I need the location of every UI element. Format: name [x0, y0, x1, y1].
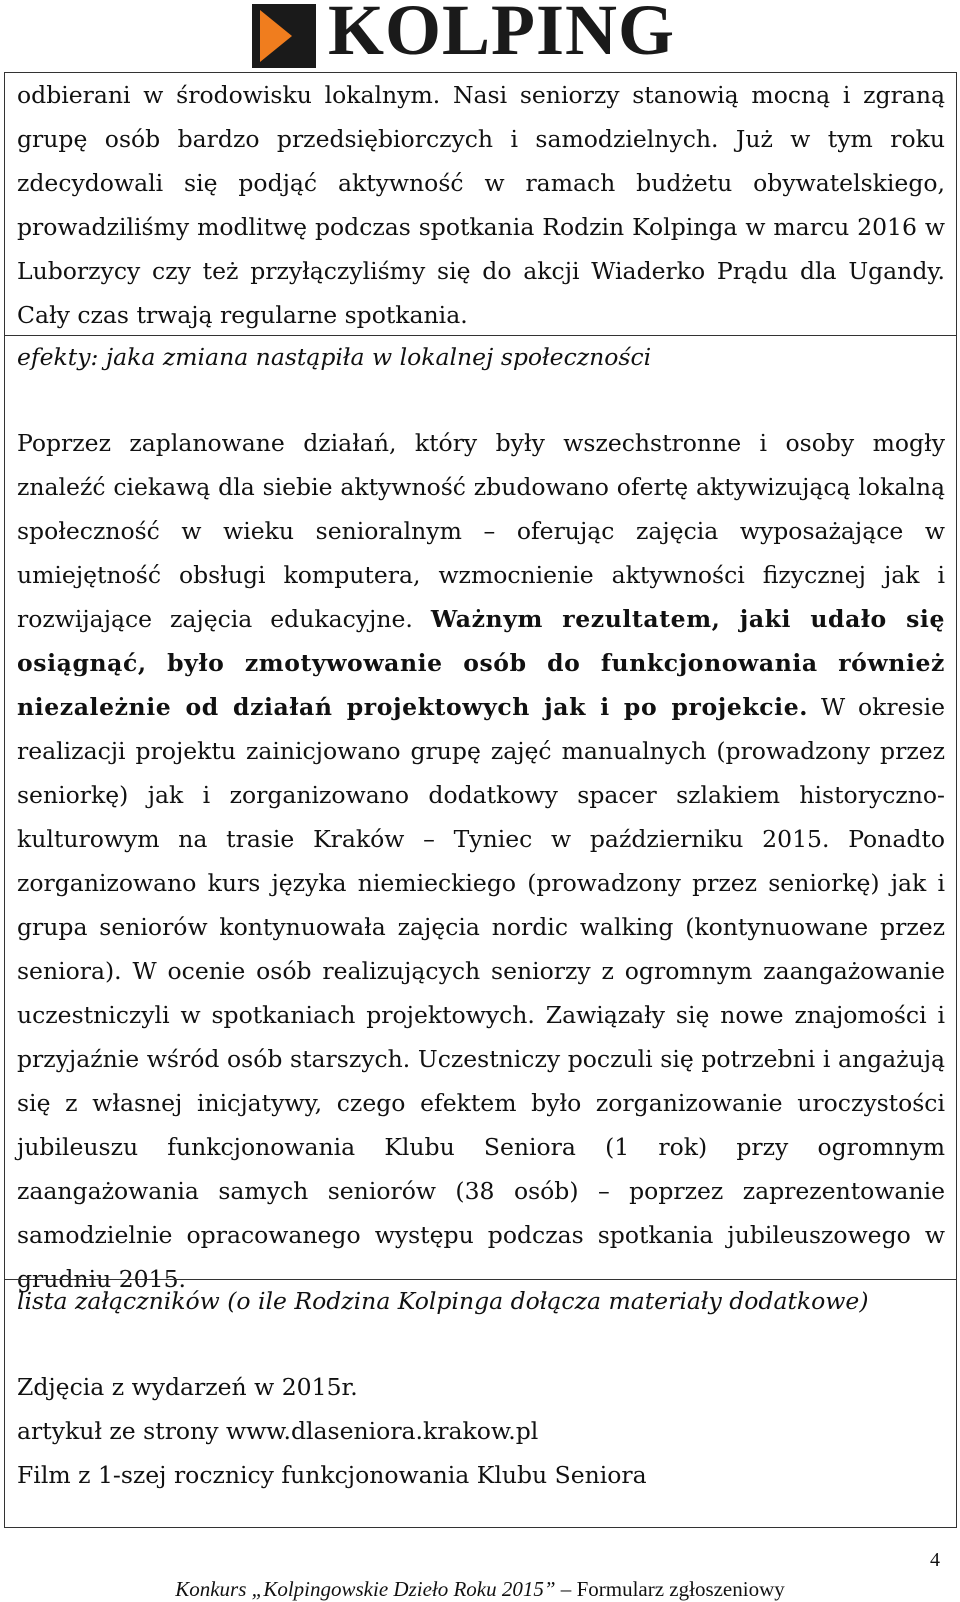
page-header: [0, 0, 960, 72]
kolping-logo: [252, 2, 722, 70]
attachments-label: lista załączników (o ile Rodzina Kolpinga dołącza materiały dodatkowe): [17, 1287, 869, 1315]
kolping-logo-mark-icon: [252, 4, 316, 68]
attachment-item: Film z 1-szej rocznicy funkcjonowania Klubu Seniora: [17, 1461, 647, 1489]
section-attachments: [5, 1279, 956, 1529]
form-table: [4, 72, 957, 1528]
footer-form-label: Formularz zgłoszeniowy: [576, 1577, 785, 1601]
section-effects: [5, 335, 956, 1293]
description-text: odbierani w środowisku lokalnym. Nasi seniorzy stanowią mocną i zgraną grupę osób bardzo przedsiębiorczych i samodzielnych. Już w tym roku zdecydowali się podjąć aktywność w ramach budżetu obywatelskiego, prowadziliśmy modlitwę podczas spotkania Rodzin Kolpinga w marcu 2016 w Luborzycy czy też przyłączyliśmy się do akcji Wiaderko Prądu dla Ugandy. Cały czas trwają regularne spotkania.: [17, 81, 945, 329]
effects-text-rest: W okresie realizacji projektu zainicjowano grupę zajęć manualnych (prowadzony przez seniorkę) jak i zorganizowano dodatkowy spacer szlakiem historyczno-kulturowym na trasie Kraków – Tyniec w październiku 2015. Ponadto zorganizowano kurs języka niemieckiego (prowadzony przez seniorkę) jak i grupa seniorów kontynuowała zajęcia nordic walking (kontynuowane przez seniora). W ocenie osób realizujących seniorzy z ogromnym zaangażowanie uczestniczyli w spotkaniach projektowych. Zawiązały się nowe znajomości i przyjaźnie wśród osób starszych. Uczestniczy poczuli się potrzebni i angażują się z własnej inicjatywy, czego efektem było zorganizowanie uroczystości jubileuszu funkcjonowania Klubu Seniora (1 rok) przy ogromnym zaangażowania samych seniorów (38 osób) – poprzez zaprezentowanie samodzielnie opracowanego występu podczas spotkania jubileuszowego w grudniu 2015.: [17, 693, 946, 1293]
effects-label: efekty: jaka zmiana nastąpiła w lokalnej społeczności: [17, 343, 652, 371]
attachment-item: artykuł ze strony www.dlaseniora.krakow.pl: [17, 1417, 539, 1445]
logo-wordmark: KOLPING: [328, 0, 676, 70]
page-footer: [0, 1577, 960, 1602]
effects-text-intro: Poprzez zaplanowane działań, który były wszechstronne i osoby mogły znaleźć ciekawą dla siebie aktywność zbudowano ofertę aktywizującą lokalną społeczność w wieku senioralnym – oferując zajęcia wyposażające w umiejętność obsługi komputera, wzmocnienie aktywności fizycznej jak i rozwijające zajęcia edukacyjne.: [17, 429, 945, 633]
effects-text-highlight: Ważnym rezultatem, jaki udało się osiągnąć, było zmotywowanie osób do funkcjonowania również niezależnie od działań projektowych jak i po projekcie.: [17, 605, 945, 721]
page-number: 4: [930, 1549, 940, 1571]
footer-contest-title: Konkurs „Kolpingowskie Dzieło Roku 2015” –: [175, 1577, 577, 1601]
effects-text: [17, 421, 945, 1301]
attachment-item: Zdjęcia z wydarzeń w 2015r.: [17, 1373, 358, 1401]
section-description: [5, 73, 956, 335]
